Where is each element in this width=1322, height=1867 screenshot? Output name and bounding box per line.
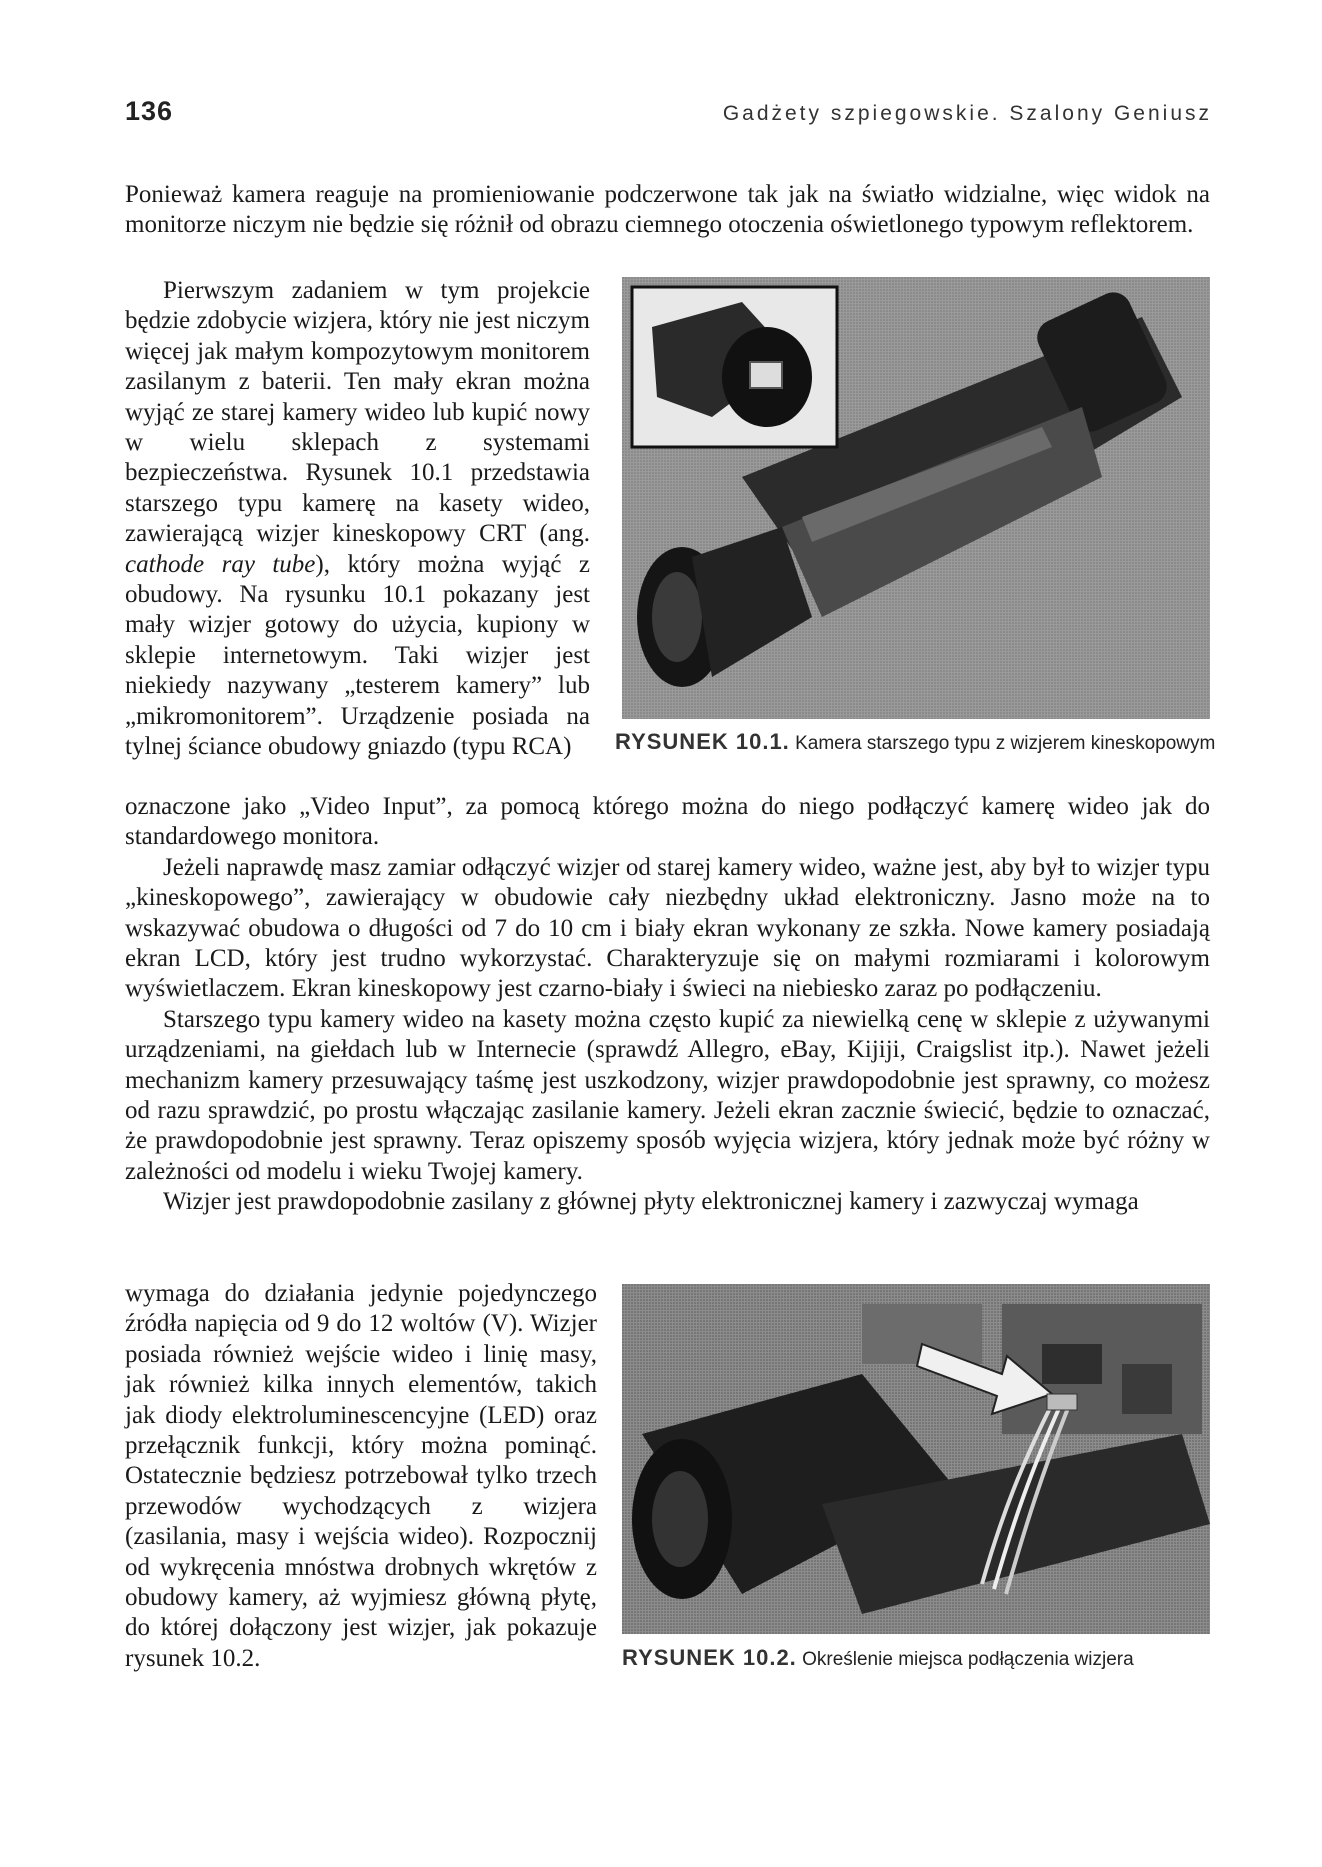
page-number: 136: [125, 96, 174, 126]
paragraph-block-4: [125, 1279, 597, 1674]
paragraph: Ponieważ kamera reaguje na promieniowanie podczerwone tak jak na światło widzialne, więc widok na monitorze niczym nie będzie się różnił od obrazu ciemnego otoczenia oświetlonego typowym reflektorem.: [125, 181, 1210, 239]
paragraph-text: Pierwszym zadaniem w tym projekcie będzie zdobycie wizjera, który nie jest niczym więcej jak małym kompozytowym monitorem zasilanym z baterii. Ten mały ekran można wyjąć ze starej kamery wideo lub kupić nowy w wielu sklepach z systemami bezpieczeństwa. Rysunek 10.1 przedstawia starszego typu kamerę na kasety wideo, zawierającą wizjer kineskopowy CRT (ang.: [125, 277, 590, 548]
paragraph-block-3: [125, 792, 1210, 1218]
figure-caption: [615, 729, 1215, 755]
paragraph: Starszego typu kamery wideo na kasety można często kupić za niewielką cenę w sklepie z używanymi urządzeniami, na giełdach lub w Internecie (sprawdź Allegro, eBay, Kijiji, Craigslist itp.). Nawet jeżeli mechanizm kamery przesuwający taśmę jest uszkodzony, wizjer prawdopodobnie jest sprawny, co możesz od razu sprawdzić, po prostu włączając zasilanie kamery. Jeżeli ekran zacznie świecić, będzie to oznaczać, że prawdopodobnie jest sprawny. Teraz opiszemy sposób wyjęcia wizjera, który jednak może być różny w zależności od modelu i wieku Twojej kamery.: [125, 1005, 1210, 1185]
figure-caption: [622, 1645, 1134, 1671]
circuit-board-illustration: [622, 1284, 1210, 1634]
paragraph: [125, 276, 590, 763]
figure-label: RYSUNEK 10.1.: [615, 729, 790, 754]
figure-caption-text: Kamera starszego typu z wizjerem kineskopowym: [795, 733, 1216, 754]
figure-viewfinder-photo: [622, 1284, 1210, 1634]
figure-caption-text: Określenie miejsca podłączenia wizjera: [802, 1649, 1134, 1670]
paragraph: wymaga do działania jedynie pojedynczego źródła napięcia od 9 do 12 woltów (V). Wizjer posiada również wejście wideo i linię masy, jak również kilka innych elementów, takich jak diody elektroluminescencyjne (LED) oraz przełącznik funkcji, który można pominąć. Ostatecznie będziesz potrzebował tylko trzech przewodów wychodzących z wizjera (zasilania, masy i wejścia wideo). Rozpocznij od wykręcenia mnóstwa drobnych wkrętów z obudowy kamery, aż wyjmiesz główną płytę, do której dołączony jest wizjer, jak pokazuje rysunek 10.2.: [125, 1280, 597, 1672]
paragraph-block-2: [125, 276, 590, 763]
running-head: Gadżety szpiegowskie. Szalony Geniusz: [722, 102, 1212, 125]
paragraph: oznaczone jako „Video Input”, za pomocą którego można do niego podłączyć kamerę wideo jak do standardowego monitora.: [125, 793, 1210, 851]
paragraph-text: ), który można wyjąć z obudowy. Na rysunku 10.1 pokazany jest mały wizjer gotowy do użycia, kupiony w sklepie internetowym. Taki wizjer jest niekiedy nazywany „testerem kamery” lub „mikromonitorem”. Urządzenie posiada na tylnej ściance obudowy gniazdo (typu RCA): [125, 550, 590, 761]
paragraph-block-1: [125, 180, 1210, 241]
figure-camera-photo: [622, 277, 1210, 719]
camcorder-illustration: [622, 277, 1210, 719]
paragraph: Wizjer jest prawdopodobnie zasilany z głównej płyty elektronicznej kamery i zazwyczaj wymaga: [163, 1188, 1139, 1216]
figure-label: RYSUNEK 10.2.: [622, 1645, 797, 1670]
paragraph: Jeżeli naprawdę masz zamiar odłączyć wizjer od starej kamery wideo, ważne jest, aby był to wizjer typu „kineskopowego”, zawierający w obudowie cały niezbędny układ elektroniczny. Jasno może na to wskazywać obudowa o długości od 7 do 10 cm i biały ekran wykonany ze szkła. Nowe kamery posiadają ekran LCD, który jest trudno wykorzystać. Charakteryzuje się on małymi rozmiarami i kolorowym wyświetlaczem. Ekran kineskopowy jest czarno-biały i świeci na niebiesko zaraz po podłączeniu.: [125, 853, 1210, 1003]
italic-term: cathode ray tube: [125, 550, 316, 578]
